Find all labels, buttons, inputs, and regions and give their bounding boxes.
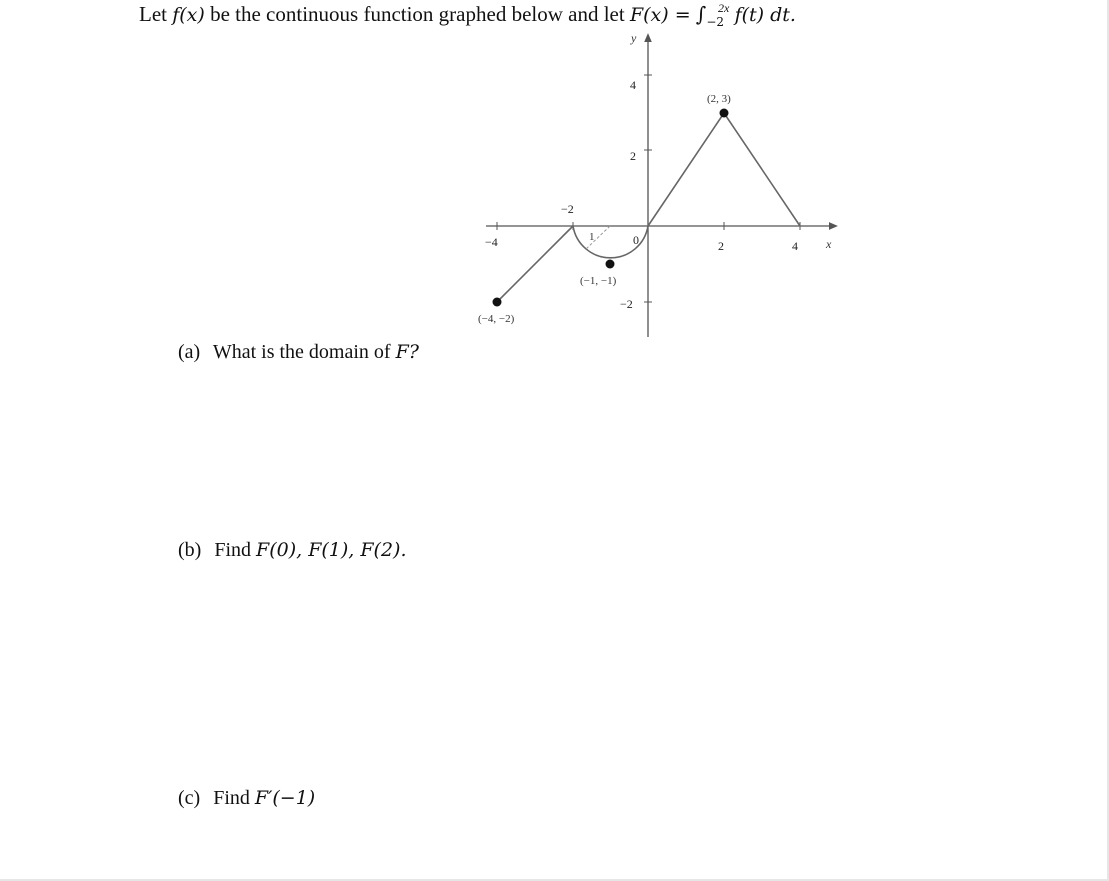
- line-segment-left: [497, 226, 573, 302]
- y-tick-label-4: 4: [630, 78, 636, 92]
- question-c: [178, 785, 315, 811]
- point-neg4-neg2: [493, 298, 502, 307]
- triangle-rising-edge: [648, 113, 724, 226]
- question-a-label: (a): [178, 341, 201, 363]
- point-label-neg4-neg2: (−4, −2): [478, 313, 515, 325]
- f-symbol: f(x): [172, 4, 205, 26]
- x-tick-label-neg4: −4: [485, 235, 498, 249]
- point-neg1-neg1: [606, 260, 615, 269]
- F-symbol: F(x) =: [629, 4, 691, 26]
- x-tick-label-2: 2: [718, 239, 724, 253]
- question-c-math: F′(−1): [254, 787, 316, 809]
- question-a-text: What is the domain of: [212, 341, 391, 363]
- prompt-lead: Let: [139, 2, 167, 26]
- point-label-2-3: (2, 3): [707, 93, 731, 105]
- prompt-middle: be the continuous function graphed below and let: [210, 2, 625, 26]
- question-a: [178, 339, 419, 365]
- y-tick-label-neg2: −2: [620, 297, 633, 311]
- integrand: f(t) dt.: [734, 4, 796, 26]
- question-a-math: F?: [395, 341, 419, 363]
- question-b-label: (b): [178, 539, 202, 561]
- function-graph: [0, 0, 1109, 360]
- integral-upper-limit: 2x: [718, 1, 730, 15]
- triangle-falling-edge: [724, 113, 800, 226]
- x-axis-label: x: [826, 237, 832, 251]
- question-c-text: Find: [213, 787, 250, 809]
- question-c-label: (c): [178, 787, 201, 809]
- question-b: [178, 537, 407, 563]
- integral-lower-limit: −2: [706, 15, 725, 29]
- radius-label: 1: [589, 231, 595, 243]
- integral-sign: ∫: [695, 2, 707, 26]
- point-label-neg1-neg1: (−1, −1): [580, 275, 617, 287]
- y-axis-label: y: [631, 31, 637, 45]
- x-tick-label-neg2: −2: [561, 202, 574, 216]
- point-2-3: [720, 109, 729, 118]
- question-b-text: Find: [214, 539, 252, 561]
- question-b-math: F(0), F(1), F(2).: [256, 539, 407, 561]
- x-tick-label-0: 0: [633, 233, 639, 247]
- x-tick-label-4: 4: [792, 239, 798, 253]
- y-tick-label-2: 2: [630, 149, 636, 163]
